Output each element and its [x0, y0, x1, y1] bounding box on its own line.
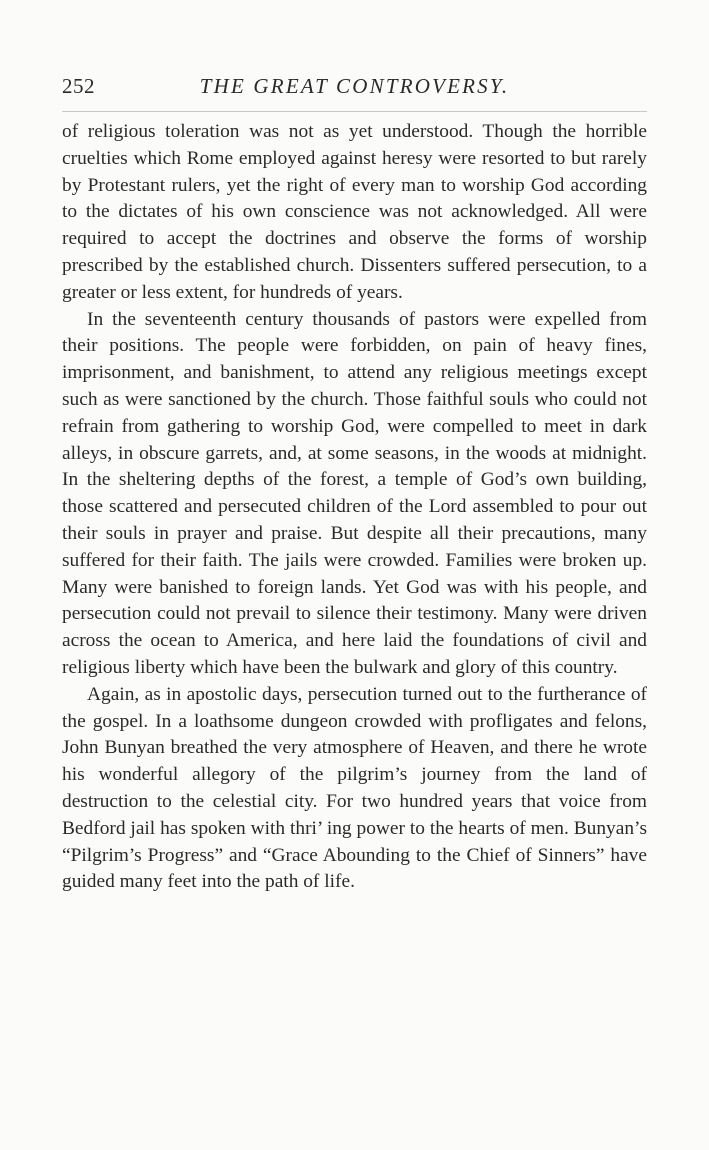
paragraph-continued: of religious toleration was not as yet understood. Though the horrible cruelties which Rome employed against heresy were resorted to but rarely by Protestant rulers, yet the right of every man to worship God according to the dictates of his own conscience was not acknowledged. All were required to accept the doctrines and observe the forms of worship prescribed by the established church. Dissenters suffered persecution, to a greater or less extent, for hundreds of years.	[62, 121, 647, 303]
running-title: THE GREAT CONTROVERSY.	[199, 74, 510, 98]
header-rule	[62, 111, 647, 112]
page-number: 252	[62, 74, 95, 98]
page-header	[62, 74, 647, 100]
paragraph-seventeenth-century: In the seventeenth century thousands of pastors were expelled from their positions. The people were forbidden, on pain of heavy fines, imprisonment, and banishment, to attend any religious meetings except such as were sanctioned by the church. Those faithful souls who could not refrain from gathering to worship God, were compelled to meet in dark alleys, in obscure garrets, and, at some seasons, in the woods at midnight. In the sheltering depths of the forest, a temple of God’s own building, those scattered and persecuted children of the Lord assembled to pour out their souls in prayer and praise. But despite all their precautions, many suffered for their faith. The jails were crowded. Families were broken up. Many were banished to foreign lands. Yet God was with his people, and persecution could not prevail to silence their testimony. Many were driven across the ocean to America, and here laid the foundations of civil and religious liberty which have been the bulwark and glory of this country.	[62, 308, 647, 678]
paragraph-bunyan: Again, as in apostolic days, persecution turned out to the furtherance of the gospel. In a loathsome dungeon crowded with profligates and felons, John Bunyan breathed the very atmosphere of Heaven, and there he wrote his wonderful allegory of the pilgrim’s journey from the land of destruction to the celestial city. For two hundred years that voice from Bedford jail has spoken with thri’ ing power to the hearts of men. Bunyan’s “Pilgrim’s Progress” and “Grace Abounding to the Chief of Sinners” have guided many feet into the path of life.	[62, 683, 647, 893]
body-text	[62, 119, 647, 896]
